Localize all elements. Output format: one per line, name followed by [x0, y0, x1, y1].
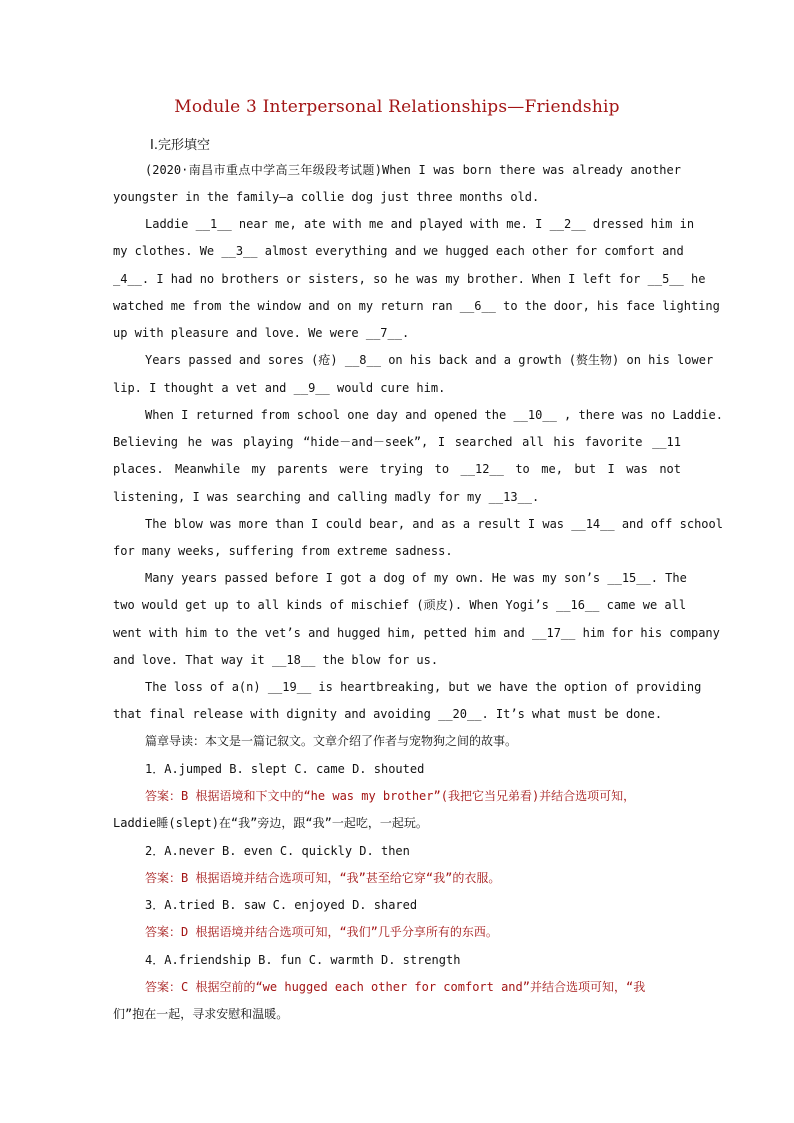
text-line: The blow was more than I could bear, and as a result I was __14__ and off school [145, 517, 723, 531]
question-options: 1．A.jumped B. slept C. came D. shouted [145, 762, 425, 776]
text-line: lip. I thought a vet and __9__ would cure him. [113, 381, 446, 395]
text-line: Laddie __1__ near me, ate with me and played with me. I __2__ dressed him in [145, 217, 695, 231]
text-line: for many weeks, suffering from extreme sadness. [113, 544, 453, 558]
text-line: _4__. I had no brothers or sisters, so he was my brother. When I left for __5__ he [113, 272, 706, 286]
text-line: (2020·南昌市重点中学高三年级段考试题)When I was born there was already another [145, 163, 681, 177]
page-title: Module 3 Interpersonal Relationships—Friendship [174, 97, 620, 117]
answer-explanation: 答案：D 根据语境并结合选项可知，“我们”几乎分享所有的东西。 [145, 925, 498, 939]
text-line: two would get up to all kinds of mischief (顽皮). When Yogi’s __16__ came we all [113, 598, 687, 612]
answer-explanation: 答案：B 根据语境和下文中的“he was my brother”(我把它当兄弟看)并结合选项可知， [145, 789, 636, 803]
text-line: up with pleasure and love. We were __7__. [113, 326, 410, 340]
text-line: went with him to the vet’s and hugged him, petted him and __17__ him for his company [113, 626, 720, 640]
text-line: Many years passed before I got a dog of my own. He was my son’s __15__. The [145, 571, 687, 585]
text-line: and love. That way it __18__ the blow for us. [113, 653, 439, 667]
passage-guide: 篇章导读：本文是一篇记叙文。文章介绍了作者与宠物狗之间的故事。 [145, 734, 518, 748]
answer-explanation: 们”抱在一起，寻求安慰和温暖。 [113, 1007, 289, 1021]
text-line: listening, I was searching and calling madly for my __13__. [113, 490, 540, 504]
text-line: Believing he was playing “hide－and－seek”, I searched all his favorite __11 [113, 435, 681, 449]
answer-explanation: 答案：B 根据语境并结合选项可知，“我”甚至给它穿“我”的衣服。 [145, 871, 501, 885]
text-line: watched me from the window and on my return ran __6__ to the door, his face lighting [113, 299, 720, 313]
text-line: my clothes. We __3__ almost everything and we hugged each other for comfort and [113, 244, 684, 258]
text-line: places. Meanwhile my parents were trying to __12__ to me, but I was not [113, 462, 681, 476]
question-options: 2．A.never B. even C. quickly D. then [145, 844, 410, 858]
text-line: When I returned from school one day and opened the __10__ , there was no Laddie. [145, 408, 723, 422]
answer-explanation: Laddie睡(slept)在“我”旁边，跟“我”一起吃，一起玩。 [113, 816, 428, 830]
question-options: 3．A.tried B. saw C. enjoyed D. shared [145, 898, 418, 912]
question-options: 4．A.friendship B. fun C. warmth D. strength [145, 953, 461, 967]
text-line: that final release with dignity and avoiding __20__. It’s what must be done. [113, 707, 663, 721]
section-heading: Ⅰ.完形填空 [150, 138, 210, 153]
text-line: Years passed and sores (疮) __8__ on his back and a growth (赘生物) on his lower [145, 353, 714, 367]
text-line: youngster in the family—a collie dog just three months old. [113, 190, 540, 204]
text-line: The loss of a(n) __19__ is heartbreaking, but we have the option of providing [145, 680, 702, 694]
answer-explanation: 答案：C 根据空前的“we hugged each other for comfort and”并结合选项可知，“我 [145, 980, 646, 994]
